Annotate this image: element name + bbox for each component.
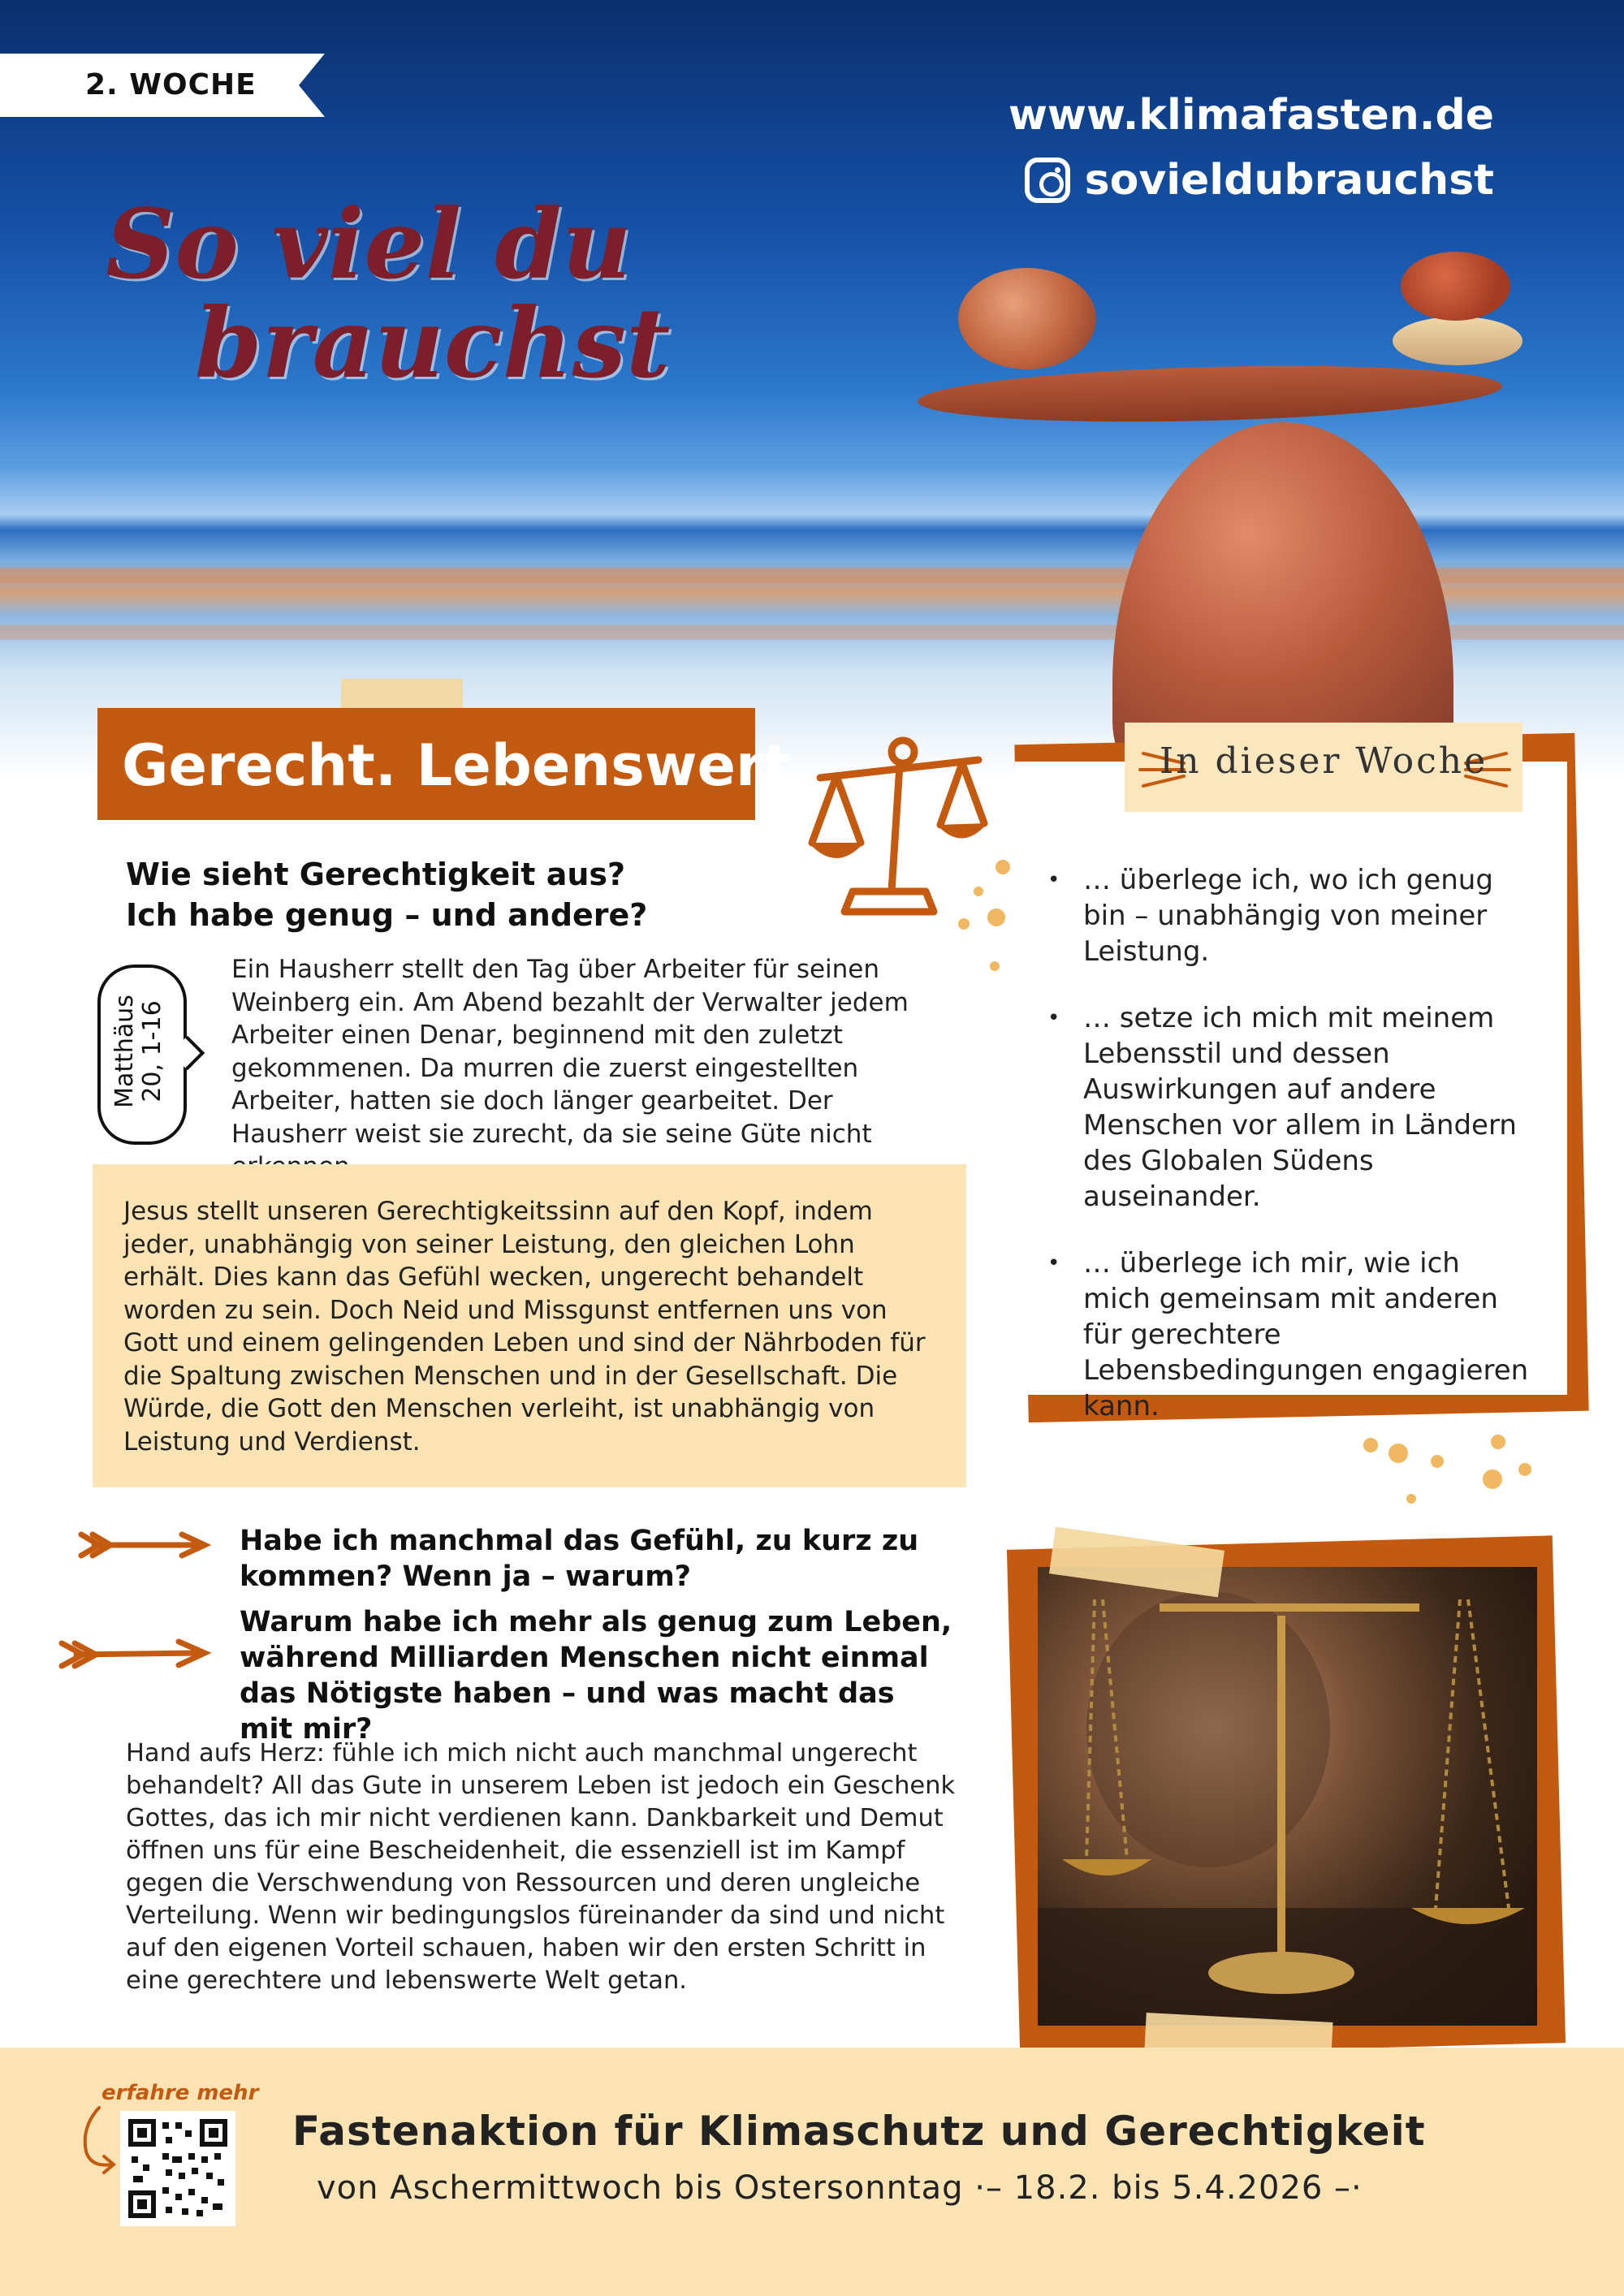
week-label: 2. WOCHE (85, 68, 257, 101)
qr-code-icon (128, 2119, 227, 2218)
balance-stone-right (1401, 252, 1510, 321)
list-item: • … überlege ich, wo ich genug bin – unabhängig von meiner Leistung. (1047, 862, 1535, 969)
instagram-handle: sovieldubrauchst (1084, 156, 1494, 205)
reflection-prompt-1: Habe ich manchmal das Gefühl, zu kurz zu kommen? Wenn ja – warum? (240, 1525, 919, 1593)
learn-more-label: erfahre mehr (102, 2081, 259, 2105)
balance-stone-flat (1393, 317, 1522, 365)
list-item: • … setze ich mich mit meinem Lebensstil und dessen Auswirkungen auf andere Menschen vor allem in Ländern des Globalen Südens auseinander. (1047, 1000, 1535, 1215)
title-line-2: brauchst (195, 287, 671, 399)
week-list (1047, 862, 1535, 1455)
guiding-question: Wie sieht Gerechtigkeit aus? Ich habe genug – und andere? (126, 857, 648, 933)
closing-text: Hand aufs Herz: fühle ich mich nicht auch manchmal ungerecht behandelt? All das Gute in unserem Leben ist jedoch ein Geschenk Gottes, das ich mir nicht verdienen kann. Dankbarkeit und Demut öffnen uns für eine Bescheidenheit, die essenziell ist im Kampf gegen die Verschwendung von Ressourcen und deren ungleiche Verteilung. Wenn wir bedingungslos füreinander da sind und nicht auf den eigenen Vorteil schauen, haben wir den ersten Schritt in eine gerechtere und lebenswerte Welt getan. (126, 1739, 956, 1995)
footer-title: Fastenaktion für Klimaschutz und Gerechtigkeit (292, 2108, 1426, 2155)
arrow-icon (78, 1531, 213, 1559)
section-heading: Gerecht. Lebenswert. (122, 732, 813, 799)
bible-book: Matthäus (110, 995, 139, 1108)
week-box-title: In dieser Woche (1159, 740, 1488, 782)
bible-verses: 20, 1-16 (138, 1000, 166, 1103)
reflection-prompt-2: Warum habe ich mehr als genug zum Leben, während Milliarden Menschen nicht einmal das Nötigste haben – und was macht das mit mir? (240, 1606, 952, 1746)
dots-decoration (938, 844, 1019, 982)
website-link[interactable]: www.klimafasten.de (1008, 91, 1494, 140)
scales-photo (1038, 1567, 1537, 2026)
campaign-title (106, 188, 723, 399)
dots-decoration (1348, 1429, 1551, 1518)
instagram-link[interactable] (1025, 156, 1494, 205)
reflection-text: Jesus stellt unseren Gerechtigkeitssinn auf den Kopf, indem jeder, unabhängig von seiner Leistung, den gleichen Lohn erhält. Dies kann das Gefühl wecken, ungerecht behandelt worden zu sein. Doch Neid und Missgunst entfernen uns von Gott und einem gelingenden Leben und sind der Nährboden für die Spaltung zwischen Menschen und in der Gesellschaft. Die Würde, die Gott den Menschen verleiht, ist unabhängig von Leistung und Verdienst. (123, 1197, 926, 1457)
instagram-icon (1025, 158, 1070, 203)
list-item: • … überlege ich mir, wie ich mich gemeinsam mit anderen für gerechtere Lebensbedingungen engagieren kann. (1047, 1245, 1535, 1424)
qr-code[interactable] (120, 2111, 235, 2226)
parable-summary: Ein Hausherr stellt den Tag über Arbeiter für seinen Weinberg ein. Am Abend bezahlt der Verwalter jedem Arbeiter einen Denar, beginnend mit den zuletzt gekommenen. Da murren die zuerst eingestellten Arbeiter, hatten sie doch länger gearbeitet. Der Hausherr weist sie zurecht, da sie seine Güte nicht (231, 955, 909, 1149)
arrow-icon (58, 1638, 213, 1671)
bible-reference (97, 965, 180, 1138)
balance-stone-left (958, 268, 1096, 369)
title-line-1: So viel du (106, 188, 632, 300)
footer-subtitle: von Aschermittwoch bis Ostersonntag ·– 18.2. bis 5.4.2026 –· (317, 2169, 1363, 2207)
scales-image (1038, 1567, 1537, 2026)
